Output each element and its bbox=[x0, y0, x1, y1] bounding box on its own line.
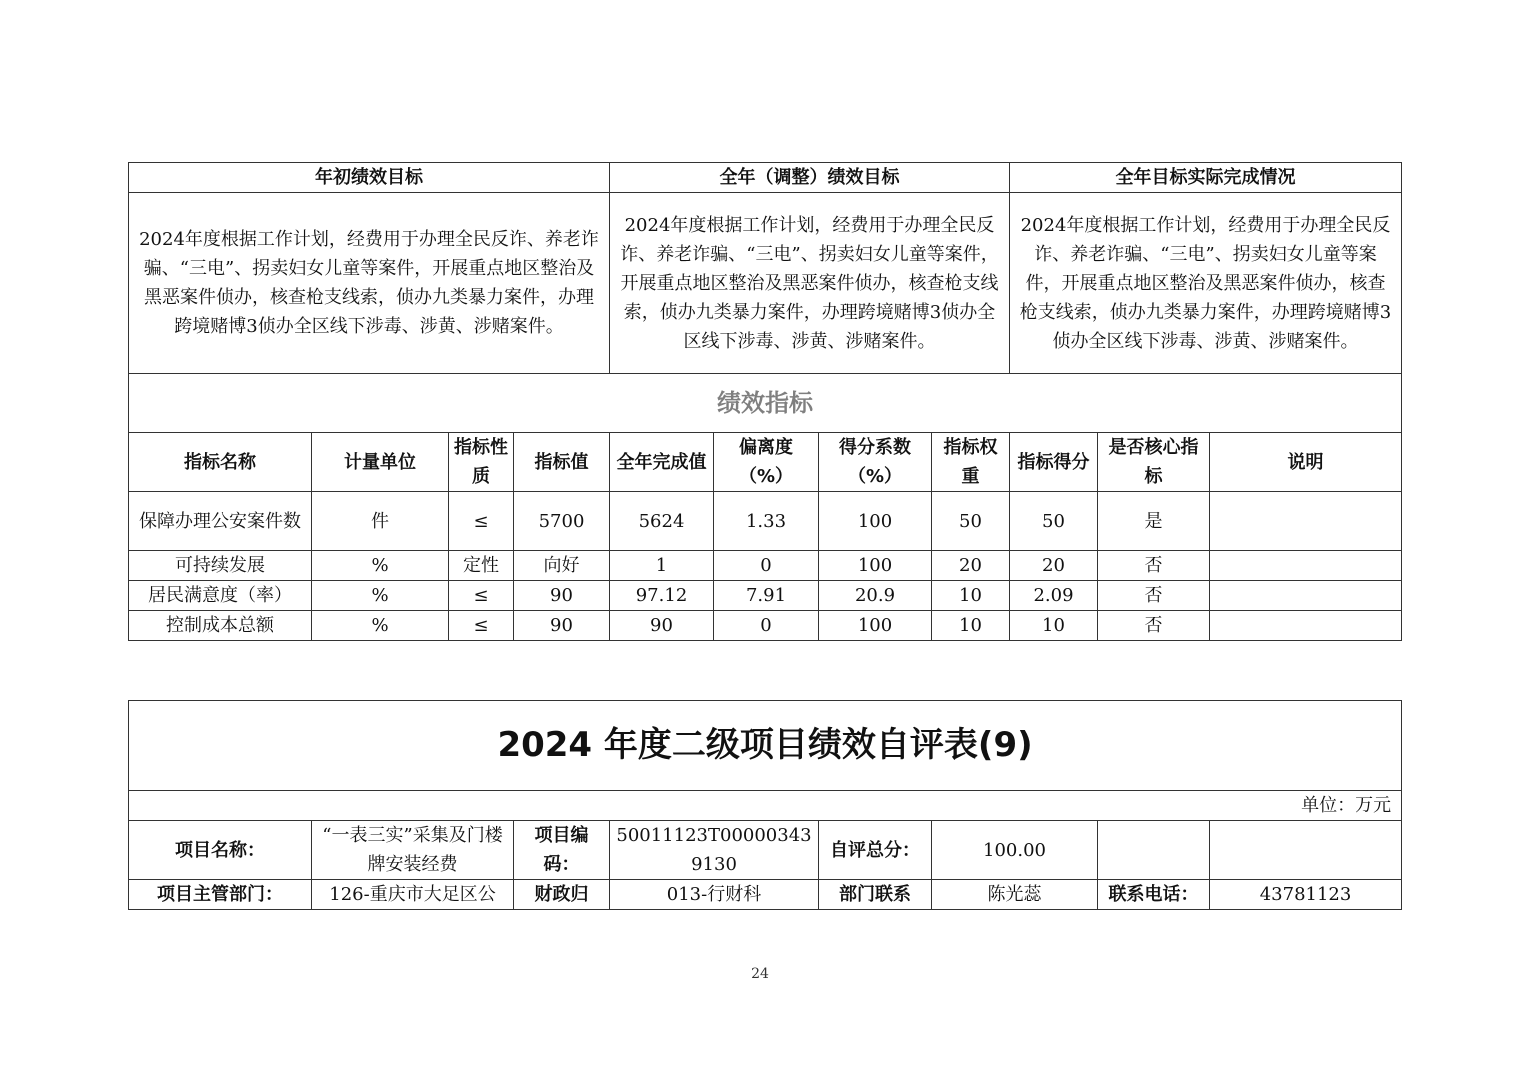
indicator-core: 否 bbox=[1098, 611, 1210, 641]
contact-value: 陈光蕊 bbox=[932, 880, 1098, 910]
table-row bbox=[129, 581, 1402, 611]
indicator-target: 5700 bbox=[514, 492, 610, 551]
col-header: 计量单位 bbox=[312, 433, 449, 492]
finance-label: 财政归 bbox=[514, 880, 610, 910]
table-row bbox=[129, 551, 1402, 581]
score-label: 自评总分： bbox=[819, 821, 932, 880]
dept-label: 项目主管部门： bbox=[129, 880, 312, 910]
indicator-target: 90 bbox=[514, 611, 610, 641]
header-adjusted-goal: 全年（调整）绩效目标 bbox=[610, 163, 1010, 193]
indicator-actual: 5624 bbox=[610, 492, 714, 551]
indicator-name: 保障办理公安案件数 bbox=[129, 492, 312, 551]
col-header: 指标名称 bbox=[129, 433, 312, 492]
project-code-label: 项目编码： bbox=[514, 821, 610, 880]
col-header: 得分系数（%） bbox=[819, 433, 932, 492]
indicator-coefficient: 100 bbox=[819, 492, 932, 551]
dept-value: 126-重庆市大足区公 bbox=[312, 880, 514, 910]
section-title: 绩效指标 bbox=[129, 374, 1402, 433]
col-header: 指标得分 bbox=[1010, 433, 1098, 492]
indicator-score: 20 bbox=[1010, 551, 1098, 581]
indicator-coefficient: 100 bbox=[819, 551, 932, 581]
contact-label: 部门联系 bbox=[819, 880, 932, 910]
header-initial-goal: 年初绩效目标 bbox=[129, 163, 610, 193]
indicator-name: 居民满意度（率） bbox=[129, 581, 312, 611]
indicator-deviation: 7.91 bbox=[714, 581, 819, 611]
actual-completion-text: 2024年度根据工作计划，经费用于办理全民反诈、养老诈骗、“三电”、拐卖妇女儿童等案件，开展重点地区整治及黑恶案件侦办，核查枪支线索，侦办九类暴力案件，办理跨境赌博3侦办全区线下涉毒、涉黄、涉赌案件。 bbox=[1010, 193, 1402, 374]
indicator-weight: 50 bbox=[932, 492, 1010, 551]
indicator-actual: 90 bbox=[610, 611, 714, 641]
indicator-core: 是 bbox=[1098, 492, 1210, 551]
indicator-core: 否 bbox=[1098, 551, 1210, 581]
indicator-nature: ≤ bbox=[449, 581, 514, 611]
indicator-note bbox=[1210, 492, 1402, 551]
finance-value: 013-行财科 bbox=[610, 880, 819, 910]
col-header: 说明 bbox=[1210, 433, 1402, 492]
project-name-label: 项目名称： bbox=[129, 821, 312, 880]
page-number: 24 bbox=[751, 966, 769, 982]
indicator-score: 10 bbox=[1010, 611, 1098, 641]
indicator-actual: 1 bbox=[610, 551, 714, 581]
table-row bbox=[129, 492, 1402, 551]
indicator-score: 50 bbox=[1010, 492, 1098, 551]
indicator-deviation: 0 bbox=[714, 551, 819, 581]
unit-label: 单位：万元 bbox=[129, 791, 1402, 821]
col-header: 偏离度（%） bbox=[714, 433, 819, 492]
indicator-nature: ≤ bbox=[449, 492, 514, 551]
indicator-note bbox=[1210, 581, 1402, 611]
indicator-nature: 定性 bbox=[449, 551, 514, 581]
indicator-deviation: 0 bbox=[714, 611, 819, 641]
initial-goal-text: 2024年度根据工作计划，经费用于办理全民反诈、养老诈骗、“三电”、拐卖妇女儿童等案件，开展重点地区整治及黑恶案件侦办，核查枪支线索，侦办九类暴力案件，办理跨境赌博3侦办全区线下涉毒、涉黄、涉赌案件。 bbox=[129, 193, 610, 374]
col-header: 全年完成值 bbox=[610, 433, 714, 492]
indicator-unit: % bbox=[312, 611, 449, 641]
indicator-coefficient: 100 bbox=[819, 611, 932, 641]
form-title: 2024 年度二级项目绩效自评表(9) bbox=[129, 701, 1402, 791]
indicator-target: 90 bbox=[514, 581, 610, 611]
phone-label: 联系电话： bbox=[1098, 880, 1210, 910]
empty-cell bbox=[1098, 821, 1210, 880]
indicator-actual: 97.12 bbox=[610, 581, 714, 611]
header-actual-completion: 全年目标实际完成情况 bbox=[1010, 163, 1402, 193]
indicator-nature: ≤ bbox=[449, 611, 514, 641]
indicator-deviation: 1.33 bbox=[714, 492, 819, 551]
indicator-unit: % bbox=[312, 551, 449, 581]
indicator-target: 向好 bbox=[514, 551, 610, 581]
performance-table bbox=[128, 162, 1402, 641]
indicator-weight: 20 bbox=[932, 551, 1010, 581]
col-header: 指标性质 bbox=[449, 433, 514, 492]
col-header: 指标权重 bbox=[932, 433, 1010, 492]
col-header: 是否核心指标 bbox=[1098, 433, 1210, 492]
col-header: 指标值 bbox=[514, 433, 610, 492]
indicator-weight: 10 bbox=[932, 581, 1010, 611]
indicator-coefficient: 20.9 bbox=[819, 581, 932, 611]
indicator-weight: 10 bbox=[932, 611, 1010, 641]
indicator-note bbox=[1210, 611, 1402, 641]
indicator-unit: % bbox=[312, 581, 449, 611]
indicator-score: 2.09 bbox=[1010, 581, 1098, 611]
project-name-value: “一表三实”采集及门楼牌安装经费 bbox=[312, 821, 514, 880]
indicator-name: 控制成本总额 bbox=[129, 611, 312, 641]
indicator-note bbox=[1210, 551, 1402, 581]
indicator-unit: 件 bbox=[312, 492, 449, 551]
table-row bbox=[129, 611, 1402, 641]
score-value: 100.00 bbox=[932, 821, 1098, 880]
indicator-core: 否 bbox=[1098, 581, 1210, 611]
self-evaluation-form bbox=[128, 700, 1402, 910]
adjusted-goal-text: 2024年度根据工作计划，经费用于办理全民反诈、养老诈骗、“三电”、拐卖妇女儿童等案件，开展重点地区整治及黑恶案件侦办，核查枪支线索，侦办九类暴力案件，办理跨境赌博3侦办全区线下涉毒、涉黄、涉赌案件。 bbox=[610, 193, 1010, 374]
indicator-name: 可持续发展 bbox=[129, 551, 312, 581]
project-code-value: 50011123T000003439130 bbox=[610, 821, 819, 880]
phone-value: 43781123 bbox=[1210, 880, 1402, 910]
empty-cell bbox=[1210, 821, 1402, 880]
